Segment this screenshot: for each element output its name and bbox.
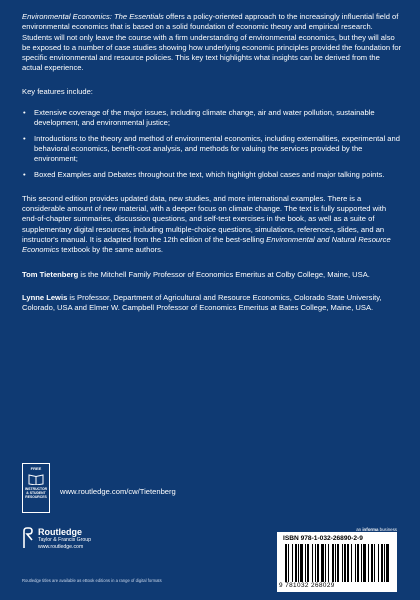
list-item: • Boxed Examples and Debates throughout the text, which highlight global cases and major talking points. xyxy=(23,169,385,179)
author-name: Tom Tietenberg xyxy=(22,269,79,279)
ebook-note: Routledge titles are available as eBook editions in a range of digital formats xyxy=(22,578,162,583)
barcode-bar xyxy=(285,544,287,582)
book-title-italic: Environmental Economics: The Essentials xyxy=(22,12,164,21)
barcode-bar xyxy=(300,544,303,582)
barcode-bar xyxy=(317,544,319,582)
barcode-bar xyxy=(312,544,313,582)
badge-free-label: FREE xyxy=(30,466,42,471)
barcode-bar xyxy=(368,544,369,582)
publisher-block xyxy=(22,527,91,551)
intro-text: offers a policy-oriented approach to the increasingly influential field of environmental economics that is based on a solid foundation of economic theory and empirical research. Students will not only leave the course with a firm understanding of environmental economics, but they will also be exposed to a number of case studies showing how underlying economic principles provided the foundation for specific environmental and resource policies. This key text highlights what insights can be derived from the actual experience. xyxy=(22,12,402,73)
barcode-bar xyxy=(342,544,343,582)
informa-business-label: an informa business xyxy=(356,527,397,532)
barcode-bar xyxy=(386,544,389,582)
book-icon xyxy=(28,473,44,485)
barcode-bar xyxy=(347,544,349,582)
barcode-bar xyxy=(335,544,336,582)
barcode-bar xyxy=(384,544,385,582)
isbn-barcode xyxy=(277,532,397,592)
author-bio-lewis: Lynne Lewis is Professor, Department of Agricultural and Resource Economics, Colorado State University, Colorado, USA and Elmer W. Campbell Professor of Economics Emeritus at Bates College, Maine, USA. xyxy=(22,292,382,313)
barcode-bar xyxy=(381,544,383,582)
barcode-bar xyxy=(305,544,306,582)
publisher-website[interactable]: www.routledge.com xyxy=(38,543,84,550)
barcode-graphic xyxy=(285,544,389,582)
isbn-label: ISBN 978-1-032-26890-2-9 xyxy=(283,535,363,542)
bullet-icon: • xyxy=(23,133,26,143)
barcode-bar xyxy=(363,544,366,582)
barcode-bar xyxy=(344,544,346,582)
list-item: • Extensive coverage of the major issues, including climate change, air and water pollution, sustainable development, and environmental justice; xyxy=(23,108,375,128)
publisher-group: Taylor & Francis Group xyxy=(38,537,92,543)
list-item: • Introductions to the theory and method of environmental economics, including externalities, experimental and behavioral economics, benefit-cost analysis, and methods for valuing the services provided by the environment; xyxy=(23,133,400,164)
barcode-bar xyxy=(374,544,375,582)
back-cover-text xyxy=(22,12,402,327)
bullet-icon: • xyxy=(23,108,26,118)
bullet-icon: • xyxy=(23,169,26,179)
routledge-logo-icon xyxy=(22,527,34,549)
barcode-bar xyxy=(288,544,289,582)
instructor-resources-badge: FREE INSTRUCTOR & STUDENT RESOURCES xyxy=(22,463,50,513)
isbn-digits: 9 781032 268029 xyxy=(279,582,335,589)
author-bio-tietenberg: Tom Tietenberg is the Mitchell Family Professor of Economics Emeritus at Colby College, Maine, USA. xyxy=(22,269,370,279)
barcode-bar xyxy=(378,544,379,582)
barcode-bar xyxy=(328,544,329,582)
barcode-bar xyxy=(298,544,299,582)
barcode-bar xyxy=(315,544,316,582)
barcode-bar xyxy=(332,544,334,582)
barcode-bar xyxy=(371,544,373,582)
barcode-bar xyxy=(292,544,293,582)
barcode-bar xyxy=(337,544,339,582)
companion-website-link[interactable]: www.routledge.com/cw/Tietenberg xyxy=(60,487,176,496)
barcode-bar xyxy=(307,544,309,582)
barcode-bar xyxy=(325,544,326,582)
intro-paragraph xyxy=(22,12,402,74)
reference-title-italic: Environmental and Natural Resource Economics xyxy=(22,235,391,255)
barcode-bar xyxy=(321,544,324,582)
barcode-bar xyxy=(351,544,352,582)
edition-paragraph: This second edition provides updated data, new studies, and more international examples. There is a considerable amount of new material, with a deeper focus on climate change. The text is fully supported with end-of-chapter summaries, discussion questions, and self-test exercises in the book, as well as a suite of supplementary digital resources, including multiple-choice questions, simulations, references, slides, and an instructor's manual. It is adapted from the 12th edition of the best-selling Environmental and Natural Resource Economics textbook by the same authors. xyxy=(22,193,391,255)
barcode-bar xyxy=(361,544,362,582)
key-features-heading: Key features include: xyxy=(22,86,93,96)
publisher-name: Routledge xyxy=(38,527,82,537)
barcode-bar xyxy=(295,544,297,582)
key-features-list xyxy=(22,108,402,180)
barcode-bar xyxy=(357,544,359,582)
barcode-bar xyxy=(355,544,356,582)
author-name: Lynne Lewis xyxy=(22,292,68,302)
